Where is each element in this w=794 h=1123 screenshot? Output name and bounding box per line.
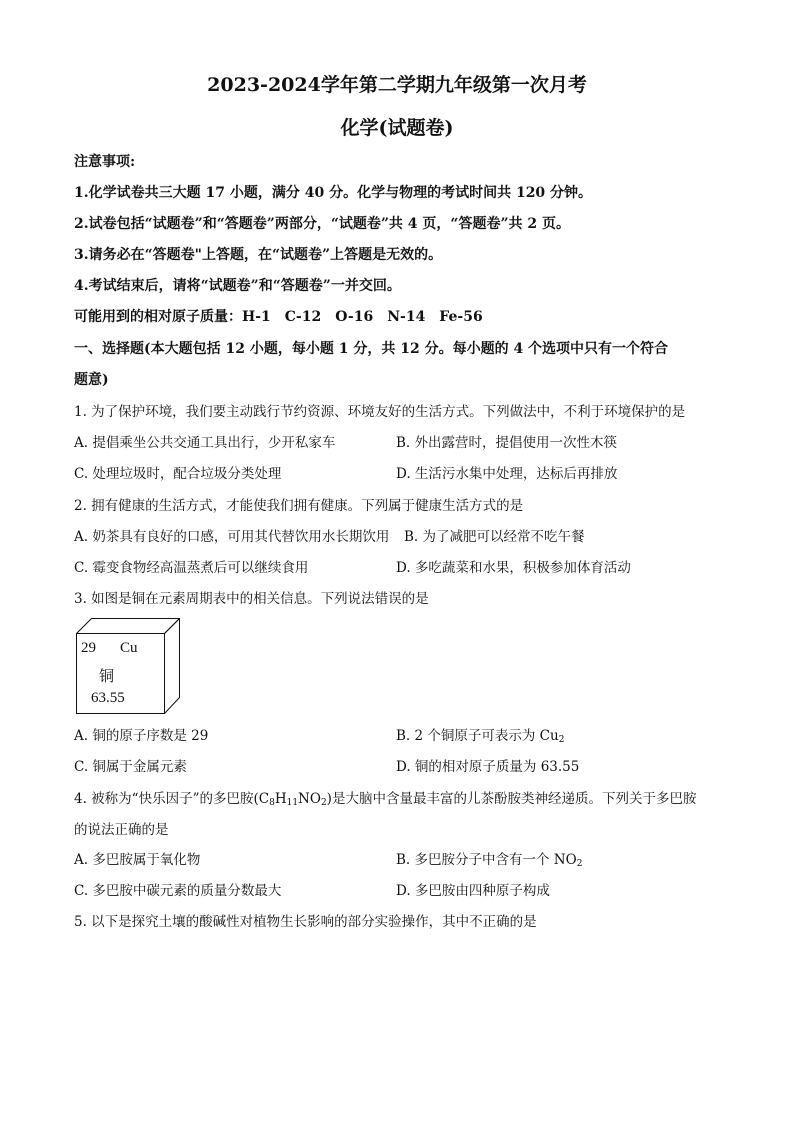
q4-stem-line2: 的说法正确的是 xyxy=(74,822,169,838)
q4-option-b-text: B. 多巴胺分子中含有一个 NO xyxy=(396,852,577,868)
q4-sub-h: 11 xyxy=(286,798,299,808)
atomic-mass: 63.55 xyxy=(91,690,125,706)
q4-option-b xyxy=(396,848,582,869)
q1-option-c: C. 处理垃圾时，配合垃圾分类处理 xyxy=(74,466,282,482)
q4-sub-o: 2 xyxy=(320,798,327,808)
q1-stem: 1. 为了保护环境，我们要主动践行节约资源、环境友好的生活方式。下列做法中，不利于环境保护的是 xyxy=(74,404,686,420)
q4-stem xyxy=(74,787,696,808)
section-heading-cont: 题意) xyxy=(74,372,109,388)
element-symbol: Cu xyxy=(120,640,138,656)
q4-sub-c: 8 xyxy=(269,798,275,808)
notes-heading: 注意事项: xyxy=(74,154,136,170)
q4-option-d: D. 多巴胺由四种原子构成 xyxy=(396,883,550,899)
q4-option-b-sub: 2 xyxy=(576,859,583,869)
q2-option-c: C. 霉变食物经高温蒸煮后可以继续食用 xyxy=(74,560,309,576)
q2-option-b: B. 为了减肥可以经常不吃午餐 xyxy=(404,529,585,545)
section-heading: 一、选择题(本大题包括 12 小题，每小题 1 分，共 12 分。每小题的 4 个选项中只有一个符合 xyxy=(74,341,669,357)
q2-option-d: D. 多吃蔬菜和水果，积极参加体育活动 xyxy=(396,560,631,576)
element-name: 铜 xyxy=(99,669,115,685)
q3-option-c: C. 铜属于金属元素 xyxy=(74,759,187,775)
q4-stem-pre: 4. 被称为“快乐因子”的多巴胺(C xyxy=(74,791,270,807)
note-item-3: 3.请务必在“答题卷"上答题，在“试题卷”上答题是无效的。 xyxy=(74,247,443,263)
q4-option-a: A. 多巴胺属于氧化物 xyxy=(74,852,201,868)
q3-option-b xyxy=(396,724,564,745)
exam-title: 2023-2024学年第二学期九年级第一次月考 xyxy=(207,74,587,96)
periodic-table-cell xyxy=(76,618,180,714)
q3-option-b-text: B. 2 个铜原子可表示为 Cu xyxy=(396,728,559,744)
q3-stem: 3. 如图是铜在元素周期表中的相关信息。下列说法错误的是 xyxy=(74,591,429,607)
q4-formula-no: NO xyxy=(298,791,321,807)
q5-stem: 5. 以下是探究土壤的酸碱性对植物生长影响的部分实验操作，其中不正确的是 xyxy=(74,914,537,930)
q2-stem: 2. 拥有健康的生活方式，才能使我们拥有健康。下列属于健康生活方式的是 xyxy=(74,498,524,514)
atomic-number: 29 xyxy=(81,640,96,656)
atomic-masses: 可能用到的相对原子质量：H-1 C-12 O-16 N-14 Fe-56 xyxy=(74,309,483,325)
exam-subtitle: 化学(试题卷) xyxy=(340,117,454,139)
note-item-2: 2.试卷包括“试题卷”和“答题卷”两部分，“试题卷”共 4 页，“答题卷”共 2 页。 xyxy=(74,216,571,232)
q1-option-b: B. 外出露营时，提倡使用一次性木筷 xyxy=(396,435,618,451)
q3-option-d: D. 铜的相对原子质量为 63.55 xyxy=(396,759,580,775)
note-item-4: 4.考试结束后，请将“试题卷”和“答题卷”一并交回。 xyxy=(74,278,401,294)
q3-option-b-sub: 2 xyxy=(558,735,565,745)
q4-formula-h: H xyxy=(274,791,287,807)
q3-option-a: A. 铜的原子序数是 29 xyxy=(74,728,209,744)
note-item-1: 1.化学试卷共三大题 17 小题，满分 40 分。化学与物理的考试时间共 120 分钟。 xyxy=(74,185,593,201)
q1-option-d: D. 生活污水集中处理，达标后再排放 xyxy=(396,466,618,482)
q4-stem-post: )是大脑中含量最丰富的儿茶酚胺类神经递质。下列关于多巴胺 xyxy=(326,791,697,807)
q1-option-a: A. 提倡乘坐公共交通工具出行，少开私家车 xyxy=(74,435,336,451)
q2-option-a: A. 奶茶具有良好的口感，可用其代替饮用水长期饮用 xyxy=(74,529,390,545)
q4-option-c: C. 多巴胺中碳元素的质量分数最大 xyxy=(74,883,282,899)
